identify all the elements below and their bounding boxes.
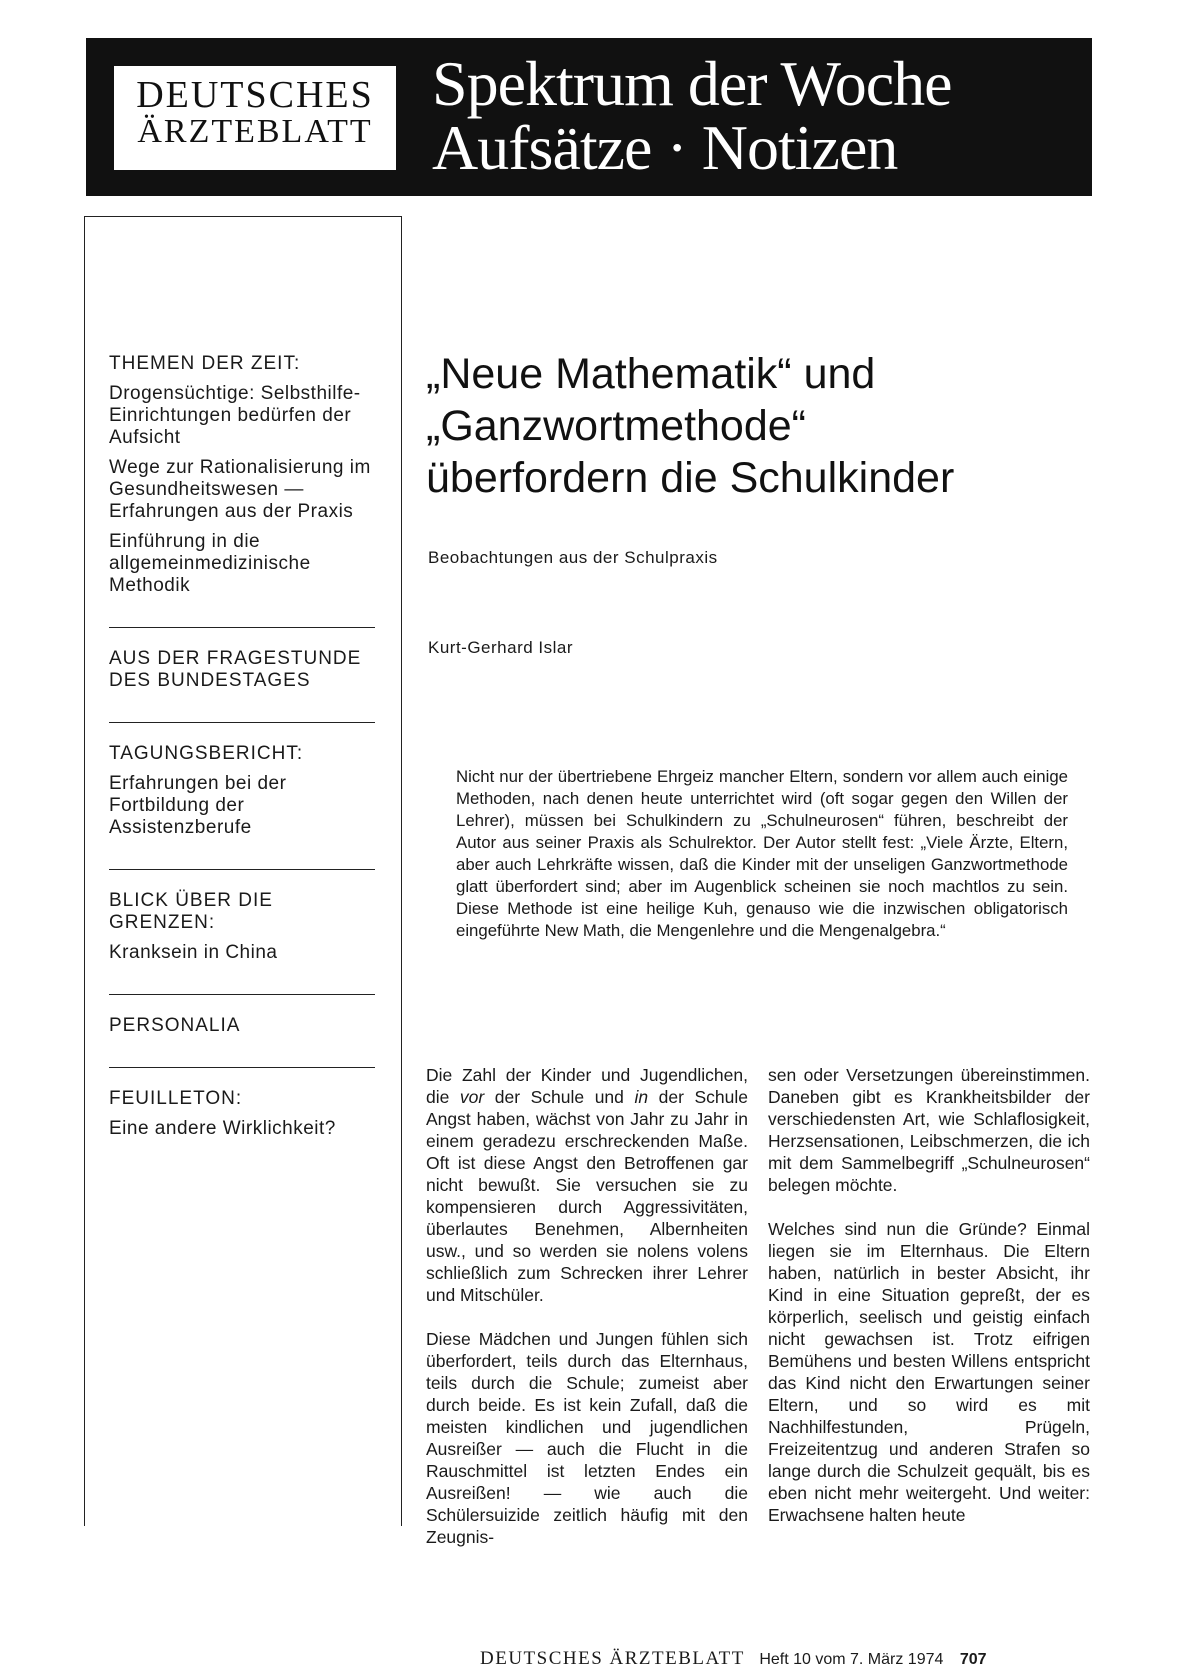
body-paragraph: Welches sind nun die Gründe? Einmal liegen sie im Elternhaus. Die Eltern haben, natürlich in bester Absicht, ihr Kind in eine Situation gepreßt, der es körperlich, seelisch und geistig einfach nicht gewachsen ist. Trotz eifrigen Bemühens und besten Willens entspricht das Kind nicht den Erwartungen seiner Eltern, und so wird es mit Nachhilfestunden, Prügeln, Freizeitentzug und anderen Strafen so lange durch die Schulzeit gequält, bis es eben nicht mehr weitergeht. Und weiter: Erwachsene halten heute: [768, 1219, 1090, 1525]
body-paragraph: sen oder Versetzungen übereinstimmen. Daneben gibt es Krankheitsbilder der verschiedensten Art, wie Schlaflosigkeit, Herzsensationen, Leibschmerzen, die ich mit dem Sammelbegriff „Schulneurosen“ belegen möchte.: [768, 1065, 1090, 1195]
body-paragraph: [426, 1064, 748, 1306]
sidebar-section-fragestunde: [109, 648, 375, 723]
section-title: [432, 48, 952, 183]
sidebar-item: Kranksein in China: [109, 942, 278, 963]
sidebar-item: Erfahrungen bei der Fortbildung der Assistenzberufe: [109, 773, 287, 838]
body-column-2: [768, 1064, 1090, 1548]
journal-logo: [114, 66, 396, 170]
logo-line-2: ÄRZTEBLATT: [137, 113, 373, 150]
sidebar-section-personalia: [109, 1015, 375, 1068]
sidebar-section-tagungsbericht: [109, 743, 375, 870]
section-title-line-2: Aufsätze · Notizen: [432, 112, 898, 183]
sidebar-item: Drogensüchtige: Selbsthilfe-Einrichtungen bedürfen der Aufsicht: [109, 383, 361, 448]
masthead: [86, 38, 1092, 196]
article-author: Kurt-Gerhard Islar: [428, 638, 574, 657]
sidebar-heading: FEUILLETON:: [109, 1088, 243, 1109]
body-paragraph: Diese Mädchen und Jungen fühlen sich überfordert, teils durch das Elternhaus, teils durch die Schule; zumeist aber durch beide. Es ist kein Zufall, daß die meisten kindlichen und jugendlichen Ausreißer — auch die Flucht in die Rauschmittel ist letzten Endes ein Ausreißen! — wie auch die Schülersuizide zeitlich häufig mit den Zeugnis-: [426, 1329, 748, 1547]
sidebar-heading: PERSONALIA: [109, 1015, 241, 1036]
text-run: Die Zahl der Kinder und Jugendlichen, die: [426, 1065, 748, 1107]
sidebar-section-themen: [109, 353, 375, 628]
sidebar-section-grenzen: [109, 890, 375, 995]
text-run: der Schule Angst haben, wächst von Jahr zu Jahr in einem geradezu erschreckenden Maße. Oft ist diese Angst den Betroffenen gar nicht bewußt. Sie versuchen sie zu kompensieren durch Aggressivitäten, überlautes Benehmen, Albernheiten usw., und so werden sie nolens volens schließlich zum Schrecken ihrer Lehrer und Mitschüler.: [426, 1087, 749, 1305]
emphasis: vor: [459, 1087, 485, 1107]
sidebar-item: Eine andere Wirklichkeit?: [109, 1118, 336, 1139]
article-abstract: Nicht nur der übertriebene Ehrgeiz mancher Eltern, sondern vor allem auch einige Methoden, nach denen heute unterrichtet wird (oft sogar gegen den Willen der Lehrer), müssen bei Schulkindern zu „Schulneurosen“ führen, beschreibt der Autor aus seiner Praxis als Schulrektor. Der Autor stellt fest: „Viele Ärzte, Eltern, aber auch Lehrkräfte wissen, daß die Kinder mit der unseligen Ganzwortmethode glatt überfordert sind; aber im Augenblick scheinen sie noch machtlos zu sein. Diese Methode ist eine heilige Kuh, genauso wie die inzwischen obligatorisch eingeführte New Math, die Mengenlehre und die Mengenalgebra.“: [456, 767, 1068, 940]
logo-line-1: DEUTSCHES: [136, 74, 374, 116]
article-title: [426, 348, 1046, 504]
contents-list: [109, 353, 375, 1190]
body-column-1: [426, 1064, 748, 1570]
sidebar-heading: AUS DER FRAGESTUNDE DES BUNDESTAGES: [109, 648, 362, 691]
footer-issue: Heft 10 vom 7. März 1974: [759, 1651, 944, 1668]
text-run: der Schule und: [484, 1087, 635, 1107]
section-title-line-1: Spektrum der Woche: [432, 48, 952, 119]
article-title-line-2: „Ganzwortmethode“: [426, 402, 806, 450]
footer-journal-name: DEUTSCHES ÄRZTEBLATT: [480, 1648, 745, 1669]
article-title-line-1: „Neue Mathematik“ und: [426, 350, 876, 398]
sidebar-heading: BLICK ÜBER DIE GRENZEN:: [109, 890, 273, 933]
page-number: 707: [959, 1651, 987, 1668]
article-title-line-3: überfordern die Schulkinder: [426, 454, 955, 502]
sidebar-item: Einführung in die allgemeinmedizinische Methodik: [109, 531, 311, 596]
sidebar-item: Wege zur Rationalisierung im Gesundheitswesen — Erfahrungen aus der Praxis: [109, 457, 371, 522]
sidebar-section-feuilleton: [109, 1088, 375, 1170]
contents-sidebar: [84, 216, 402, 1526]
sidebar-heading: TAGUNGSBERICHT:: [109, 743, 304, 764]
article-subtitle: Beobachtungen aus der Schulpraxis: [428, 548, 718, 567]
sidebar-heading: THEMEN DER ZEIT:: [109, 353, 301, 374]
emphasis: in: [634, 1087, 649, 1107]
page-footer: [480, 1648, 1090, 1670]
